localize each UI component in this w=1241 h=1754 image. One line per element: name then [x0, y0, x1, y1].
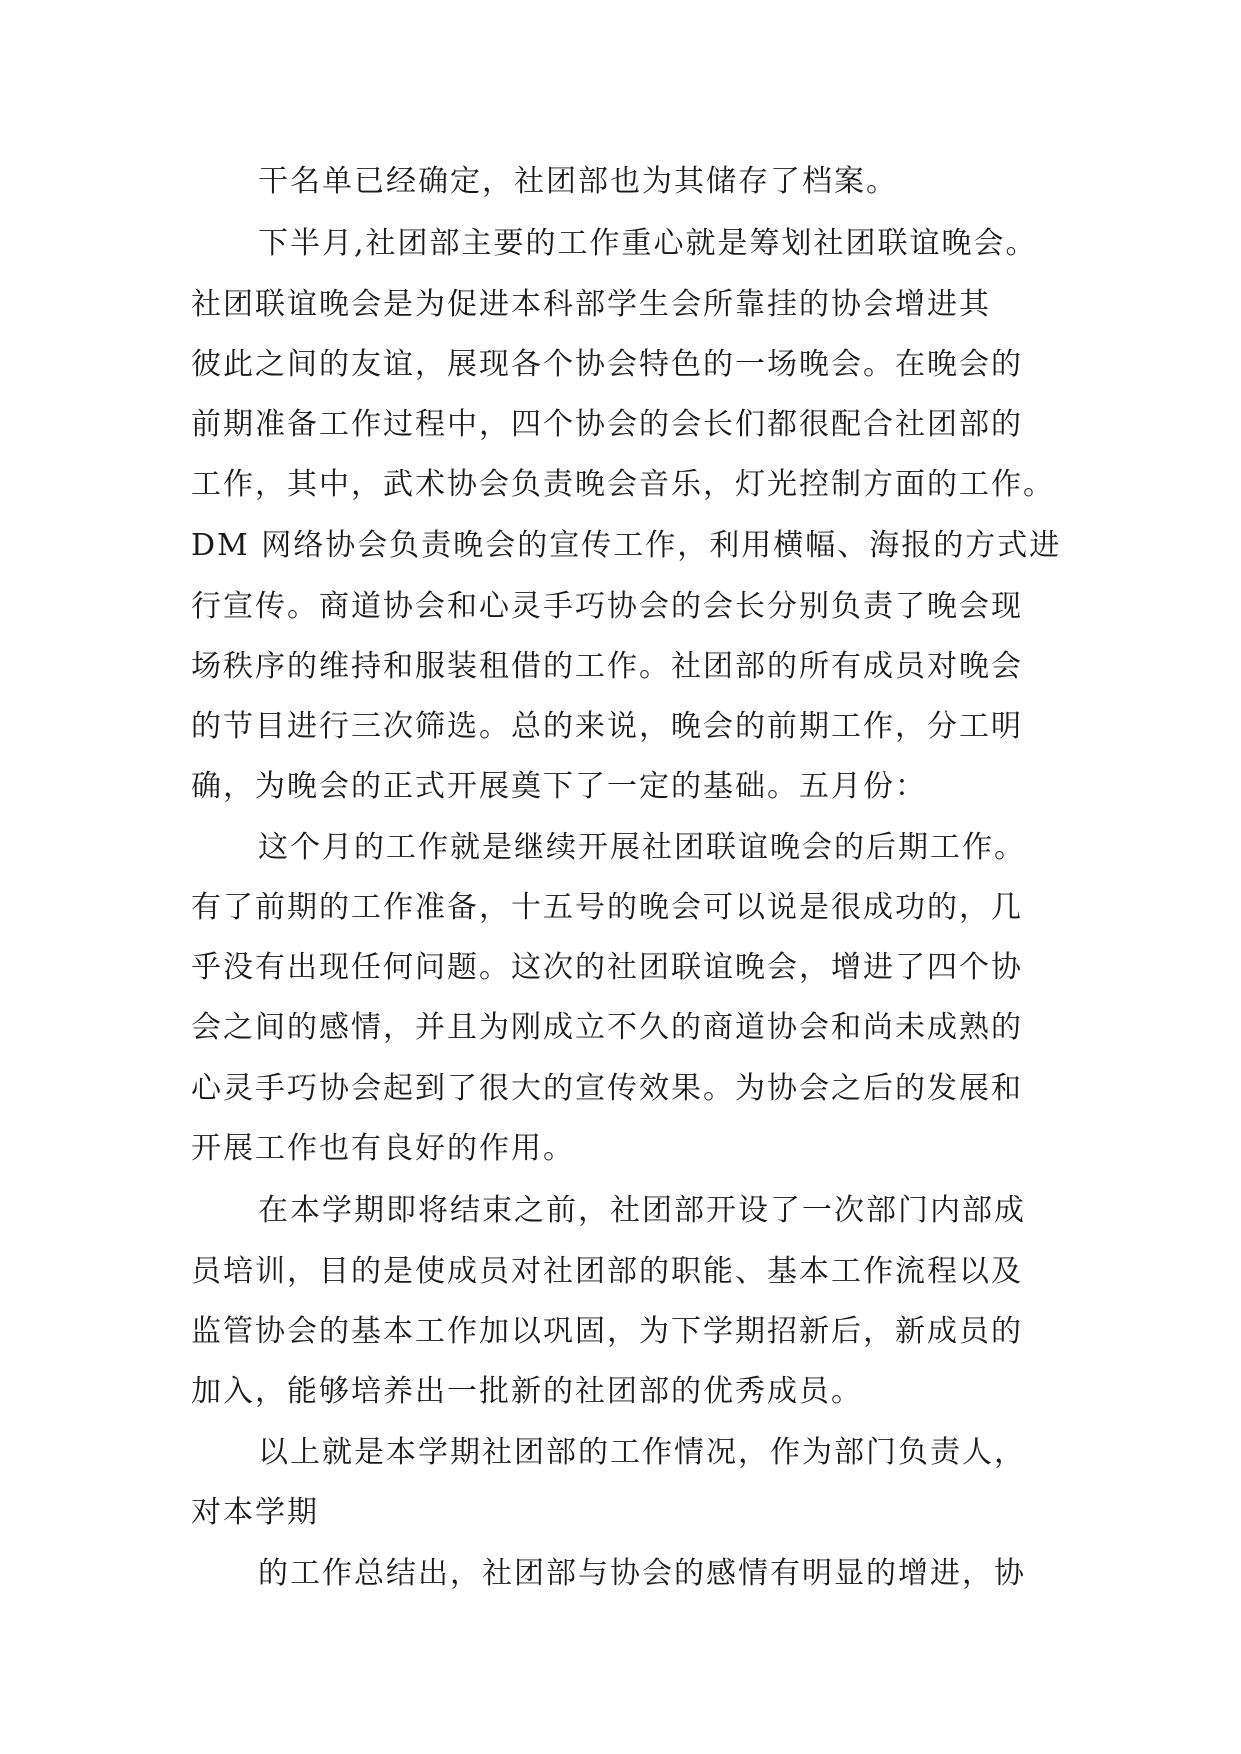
text-line: 的节目进行三次筛选。总的来说，晚会的前期工作，分工明 [191, 709, 1023, 744]
text-line: 加入，能够培养出一批新的社团部的优秀成员。 [191, 1374, 863, 1409]
text-line: 彼此之间的友谊，展现各个协会特色的一场晚会。在晚会的 [191, 347, 1023, 382]
text-line: 对本学期 [191, 1495, 319, 1530]
text-line: 这个月的工作就是继续开展社团联谊晚会的后期工作。 [258, 830, 1026, 865]
text-line: 干名单已经确定，社团部也为其储存了档案。 [258, 164, 898, 199]
text-line: 监管协会的基本工作加以巩固，为下学期招新后，新成员的 [191, 1314, 1023, 1349]
text-line: 员培训，目的是使成员对社团部的职能、基本工作流程以及 [191, 1254, 1023, 1289]
text-line: 确，为晚会的正式开展奠下了一定的基础。五月份： [191, 769, 927, 804]
text-line: 前期准备工作过程中，四个协会的会长们都很配合社团部的 [191, 407, 1023, 442]
text-line: 在本学期即将结束之前，社团部开设了一次部门内部成 [258, 1193, 1026, 1228]
text-line: 有了前期的工作准备，十五号的晚会可以说是很成功的，几 [191, 890, 1023, 925]
text-line: 会之间的感情，并且为刚成立不久的商道协会和尚未成熟的 [191, 1010, 1023, 1045]
text-line: 的工作总结出，社团部与协会的感情有明显的增进，协 [258, 1556, 1026, 1591]
text-line: 以上就是本学期社团部的工作情况，作为部门负责人， [258, 1435, 1026, 1470]
text-line: DM 网络协会负责晚会的宣传工作，利用横幅、海报的方式进 [191, 528, 1062, 563]
text-line: 行宣传。商道协会和心灵手巧协会的会长分别负责了晚会现 [191, 589, 1023, 624]
text-line: 社团联谊晚会是为促进本科部学生会所靠挂的协会增进其 [191, 287, 991, 322]
text-line: 乎没有出现任何问题。这次的社团联谊晚会，增进了四个协 [191, 950, 1023, 985]
text-line: 心灵手巧协会起到了很大的宣传效果。为协会之后的发展和 [191, 1071, 1023, 1106]
text-line: 开展工作也有良好的作用。 [191, 1131, 575, 1166]
text-line: 下半月,社团部主要的工作重心就是筹划社团联谊晚会。 [258, 226, 1038, 261]
text-line: 场秩序的维持和服装租借的工作。社团部的所有成员对晚会 [191, 649, 1023, 684]
text-line: 工作，其中，武术协会负责晚会音乐，灯光控制方面的工作。 [191, 467, 1055, 502]
